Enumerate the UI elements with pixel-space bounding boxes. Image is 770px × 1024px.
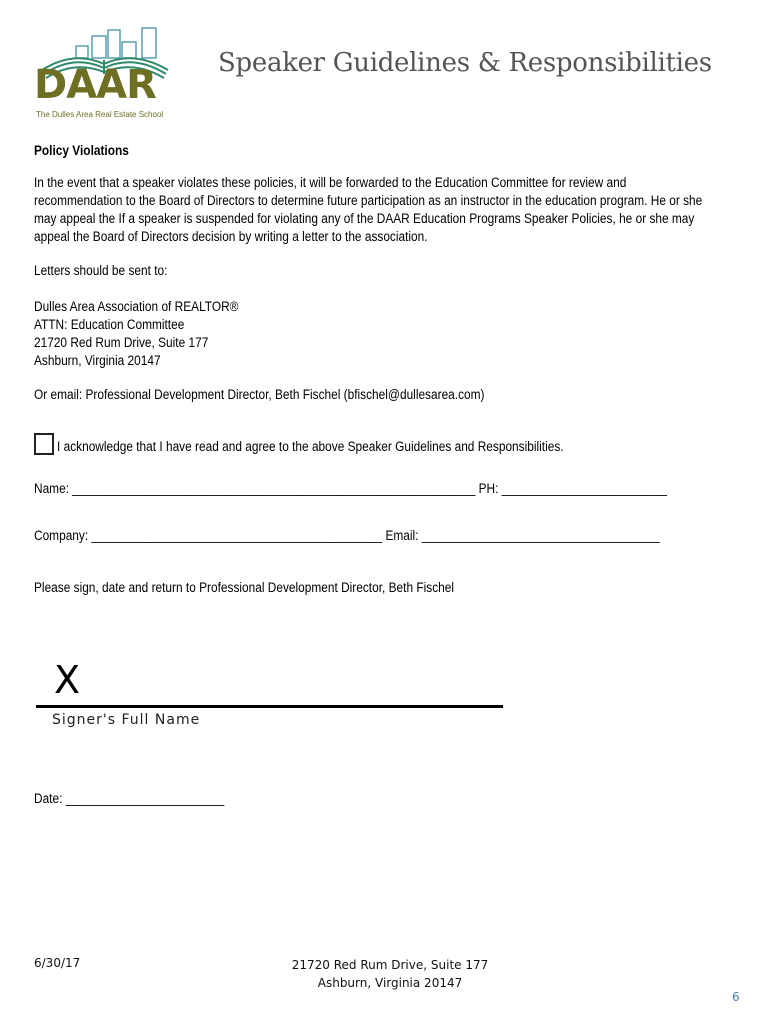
logo-tagline: The Dulles Area Real Estate School	[36, 110, 164, 119]
address-line: Dulles Area Association of REALTOR®	[34, 299, 239, 314]
paragraph-line: appeal the Board of Directors decision by writing a letter to the association.	[34, 229, 428, 244]
signature-line[interactable]	[36, 705, 503, 708]
address-line: Ashburn, Virginia 20147	[34, 353, 161, 368]
signature-label: Signer's Full Name	[52, 712, 201, 728]
policy-paragraph	[34, 174, 702, 246]
footer-address-line: 21720 Red Rum Drive, Suite 177	[291, 958, 489, 972]
daar-logo	[34, 24, 174, 124]
date-field[interactable]: Date: ________________________	[34, 791, 225, 806]
signature-x-mark: X	[54, 658, 81, 702]
paragraph-line: may appeal the If a speaker is suspended for violating any of the DAAR Education Programs Speaker Policies, he or she may	[34, 211, 695, 226]
logo-wordmark: DAAR	[34, 62, 156, 108]
instructions-text: Please sign, date and return to Professional Development Director, Beth Fischel	[34, 580, 454, 595]
acknowledge-text: I acknowledge that I have read and agree to the above Speaker Guidelines and Responsibilities.	[57, 439, 564, 454]
address-line: 21720 Red Rum Drive, Suite 177	[34, 335, 209, 350]
page-number: 6	[732, 990, 740, 1004]
name-phone-field[interactable]: Name: _____________________________________________________________ PH: _________________________	[34, 481, 667, 496]
email-line: Or email: Professional Development Director, Beth Fischel (bfischel@dullesarea.com)	[34, 387, 485, 402]
section-heading: Policy Violations	[34, 143, 129, 158]
page-title: Speaker Guidelines & Responsibilities	[218, 48, 712, 78]
acknowledge-checkbox[interactable]	[34, 433, 54, 455]
address-block	[34, 298, 238, 370]
paragraph-line: In the event that a speaker violates these policies, it will be forwarded to the Education Committee for review and	[34, 175, 627, 190]
address-line: ATTN: Education Committee	[34, 317, 185, 332]
company-email-field[interactable]: Company: ____________________________________________ Email: ____________________________________	[34, 528, 660, 543]
letters-intro: Letters should be sent to:	[34, 263, 168, 278]
footer-address	[270, 956, 510, 992]
footer-address-line: Ashburn, Virginia 20147	[317, 976, 463, 990]
paragraph-line: recommendation to the Board of Directors to determine future participation as an instructor in the education program. He or she	[34, 193, 703, 208]
footer-date: 6/30/17	[34, 956, 81, 970]
